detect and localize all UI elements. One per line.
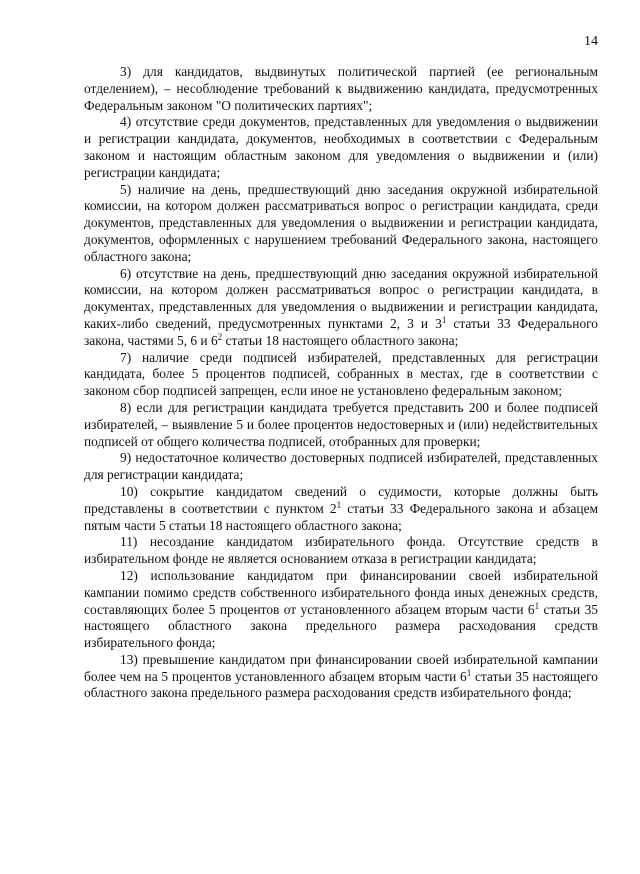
list-item-paragraph [84, 114, 598, 181]
superscript-index: 1 [336, 499, 342, 510]
paragraph-text: 12) использование кандидатом при финансировании своей избирательной кампании помимо средств собственного избирательного фонда иных денежных средств, составляющих более 5 процентов от установленного абзацем вторым части 6 [84, 567, 598, 617]
list-item-paragraph [84, 64, 598, 114]
paragraph-text: статьи 35 настоящего областного закона предельного размера расходования средств избирательного фонда; [84, 668, 598, 701]
list-item-paragraph [84, 182, 598, 266]
document-body [84, 64, 598, 702]
list-item-paragraph [84, 350, 598, 400]
paragraph-text: 5) наличие на день, предшествующий дню заседания окружной избирательной комиссии, на котором должен рассматриваться вопрос о регистрации кандидата, среди документов, представленных для уведомления о выдвижении и регистрации кандидата, документов, оформленных с нарушением требований Федерального закона, настоящего областного закона; [84, 181, 598, 264]
superscript-index: 1 [466, 667, 472, 678]
list-item-paragraph [84, 266, 598, 350]
list-item-paragraph [84, 534, 598, 568]
list-item-paragraph [84, 568, 598, 652]
paragraph-text: 3) для кандидатов, выдвинутых политической партией (ее региональным отделением), – несоблюдение требований к выдвижению кандидата, предусмотренных Федеральным законом "О политических партиях"; [84, 64, 598, 113]
paragraph-text: 11) несоздание кандидатом избирательного фонда. Отсутствие средств в избирательном фонде не является основанием отказа в регистрации кандидата; [84, 534, 598, 567]
list-item-paragraph [84, 400, 598, 450]
list-item-paragraph [84, 450, 598, 484]
superscript-index: 2 [217, 331, 223, 342]
paragraph-text: 13) превышение кандидатом при финансировании своей избирательной кампании более чем на 5 процентов установленного абзацем вторым части 6 [84, 651, 598, 684]
paragraph-text: 6) отсутствие на день, предшествующий дню заседания окружной избирательной комиссии, на котором должен рассматриваться вопрос о регистрации кандидата, в документах, представленных для уведомления о выдвижении и регистрации кандидата, каких-либо сведений, предусмотренных пунктами 2, 3 и 3 [84, 265, 598, 331]
paragraph-text: 8) если для регистрации кандидата требуется представить 200 и более подписей избирателей, – выявление 5 и более процентов недостоверных и (или) недействительных подписей от общего количества подписей, отобранных для проверки; [84, 399, 598, 449]
list-item-paragraph [84, 652, 598, 702]
paragraph-text: статьи 33 Федерального закона, частями 5, 6 и 6 [84, 315, 598, 348]
superscript-index: 1 [534, 600, 540, 611]
paragraph-text: статьи 18 настоящего областного закона; [222, 332, 459, 348]
paragraph-text: 4) отсутствие среди документов, представленных для уведомления о выдвижении и регистрации кандидата, документов, необходимых в соответствии с Федеральным законом и настоящим областным законом для уведомления о выдвижении и (или) регистрации кандидата; [84, 114, 598, 180]
paragraph-text: 7) наличие среди подписей избирателей, представленных для регистрации кандидата, более 5 процентов подписей, собранных в местах, где в соответствии с законом сбор подписей запрещен, если иное не установлено федеральным законом; [84, 349, 598, 399]
superscript-index: 1 [441, 314, 447, 325]
page-number: 14 [584, 34, 598, 49]
paragraph-text: 10) сокрытие кандидатом сведений о судимости, которые должны быть представлены в соответствии с пунктом 2 [84, 483, 598, 516]
paragraph-text: статьи 33 Федерального закона и абзацем пятым части 5 статьи 18 настоящего областного закона; [84, 500, 598, 533]
list-item-paragraph [84, 484, 598, 534]
paragraph-text: 9) недостаточное количество достоверных подписей избирателей, представленных для регистрации кандидата; [84, 450, 598, 483]
paragraph-text: статьи 35 настоящего областного закона предельного размера расходования средств избирательного фонда; [84, 601, 598, 651]
